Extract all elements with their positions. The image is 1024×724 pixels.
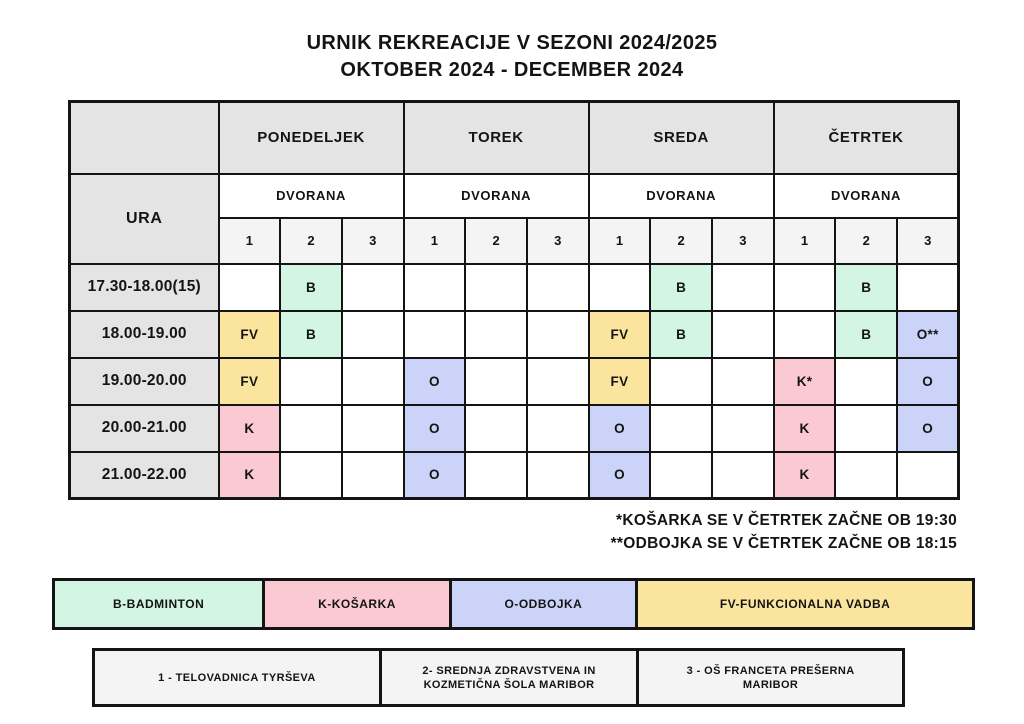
- schedule-table: [68, 100, 960, 500]
- empty-cell: [465, 452, 527, 499]
- activity-cell-b: B: [835, 264, 897, 311]
- location-item: 3 - OŠ FRANCETA PREŠERNA MARIBOR: [636, 648, 905, 707]
- hall-number: 2: [650, 218, 712, 264]
- empty-cell: [527, 405, 589, 452]
- empty-cell: [342, 358, 404, 405]
- legend-item: O-ODBOJKA: [449, 578, 638, 630]
- hall-label-thursday: DVORANA: [774, 174, 959, 218]
- empty-cell: [527, 264, 589, 311]
- hall-label-wednesday: DVORANA: [589, 174, 774, 218]
- day-header-tuesday: TOREK: [404, 102, 589, 174]
- empty-cell: [712, 405, 774, 452]
- day-header-row: [70, 102, 959, 174]
- time-slot-label: 17.30-18.00(15): [70, 264, 219, 311]
- activity-cell-k: K: [774, 452, 836, 499]
- empty-cell: [774, 264, 836, 311]
- empty-cell: [650, 405, 712, 452]
- activity-cell-k: K*: [774, 358, 836, 405]
- hall-number: 2: [280, 218, 342, 264]
- day-header-wednesday: SREDA: [589, 102, 774, 174]
- location-item: 2- SREDNJA ZDRAVSTVENA IN KOZMETIČNA ŠOLA MARIBOR: [379, 648, 639, 707]
- page-title: [0, 30, 1024, 84]
- empty-cell: [712, 264, 774, 311]
- hall-number: 1: [219, 218, 281, 264]
- activity-cell-o: O: [589, 405, 651, 452]
- empty-cell: [465, 311, 527, 358]
- empty-cell: [527, 358, 589, 405]
- empty-cell: [280, 452, 342, 499]
- schedule-row: [70, 452, 959, 499]
- activity-cell-o: O**: [897, 311, 959, 358]
- time-slot-label: 20.00-21.00: [70, 405, 219, 452]
- activity-cell-b: B: [280, 264, 342, 311]
- time-slot-label: 21.00-22.00: [70, 452, 219, 499]
- empty-cell: [280, 405, 342, 452]
- activity-cell-fv: FV: [589, 358, 651, 405]
- footnote-basketball: *KOŠARKA SE V ČETRTEK ZAČNE OB 19:30: [616, 512, 957, 529]
- empty-cell: [527, 311, 589, 358]
- empty-cell: [835, 358, 897, 405]
- activity-cell-b: B: [280, 311, 342, 358]
- empty-cell: [527, 452, 589, 499]
- schedule-row: [70, 358, 959, 405]
- footnotes: [611, 509, 957, 555]
- empty-cell: [342, 311, 404, 358]
- empty-cell: [404, 264, 466, 311]
- empty-cell: [465, 358, 527, 405]
- activity-cell-k: K: [219, 452, 281, 499]
- legend-item: B-BADMINTON: [52, 578, 265, 630]
- activity-cell-o: O: [589, 452, 651, 499]
- empty-cell: [280, 358, 342, 405]
- schedule-body: [70, 264, 959, 499]
- hall-header-row: [70, 174, 959, 218]
- empty-cell: [712, 311, 774, 358]
- location-item: 1 - TELOVADNICA TYRŠEVA: [92, 648, 382, 707]
- hall-label-tuesday: DVORANA: [404, 174, 589, 218]
- empty-cell: [342, 405, 404, 452]
- day-header-thursday: ČETRTEK: [774, 102, 959, 174]
- empty-cell: [465, 405, 527, 452]
- hall-number: 1: [774, 218, 836, 264]
- activity-cell-b: B: [835, 311, 897, 358]
- footnote-volleyball: **ODBOJKA SE V ČETRTEK ZAČNE OB 18:15: [610, 535, 957, 552]
- title-line-2: OKTOBER 2024 - DECEMBER 2024: [340, 59, 684, 81]
- hall-number: 3: [527, 218, 589, 264]
- time-slot-label: 18.00-19.00: [70, 311, 219, 358]
- day-header-monday: PONEDELJEK: [219, 102, 404, 174]
- empty-cell: [897, 452, 959, 499]
- activity-cell-o: O: [897, 405, 959, 452]
- empty-cell: [835, 452, 897, 499]
- empty-cell: [835, 405, 897, 452]
- schedule-row: [70, 405, 959, 452]
- title-line-1: URNIK REKREACIJE V SEZONI 2024/2025: [306, 32, 718, 54]
- empty-cell: [712, 358, 774, 405]
- activity-cell-o: O: [404, 358, 466, 405]
- legend-item: FV-FUNKCIONALNA VADBA: [635, 578, 975, 630]
- empty-cell: [404, 311, 466, 358]
- hall-number: 2: [835, 218, 897, 264]
- time-column-header: URA: [70, 174, 219, 264]
- hall-number: 1: [589, 218, 651, 264]
- activity-cell-fv: FV: [219, 358, 281, 405]
- hall-number: 1: [404, 218, 466, 264]
- hall-number: 3: [342, 218, 404, 264]
- activity-cell-fv: FV: [589, 311, 651, 358]
- legend-item: K-KOŠARKA: [262, 578, 451, 630]
- activity-cell-k: K: [219, 405, 281, 452]
- hall-number: 2: [465, 218, 527, 264]
- empty-cell: [774, 311, 836, 358]
- activity-cell-fv: FV: [219, 311, 281, 358]
- empty-cell: [897, 264, 959, 311]
- hall-number: 3: [712, 218, 774, 264]
- activity-cell-b: B: [650, 264, 712, 311]
- activity-cell-o: O: [404, 452, 466, 499]
- hall-label-monday: DVORANA: [219, 174, 404, 218]
- location-key: [92, 648, 905, 707]
- schedule-row: [70, 264, 959, 311]
- empty-cell: [650, 358, 712, 405]
- schedule-row: [70, 311, 959, 358]
- corner-cell: [70, 102, 219, 174]
- empty-cell: [712, 452, 774, 499]
- activity-cell-o: O: [404, 405, 466, 452]
- activity-cell-b: B: [650, 311, 712, 358]
- legend: [52, 578, 975, 630]
- time-slot-label: 19.00-20.00: [70, 358, 219, 405]
- empty-cell: [650, 452, 712, 499]
- empty-cell: [465, 264, 527, 311]
- empty-cell: [589, 264, 651, 311]
- empty-cell: [342, 452, 404, 499]
- empty-cell: [219, 264, 281, 311]
- activity-cell-k: K: [774, 405, 836, 452]
- empty-cell: [342, 264, 404, 311]
- activity-cell-o: O: [897, 358, 959, 405]
- hall-number: 3: [897, 218, 959, 264]
